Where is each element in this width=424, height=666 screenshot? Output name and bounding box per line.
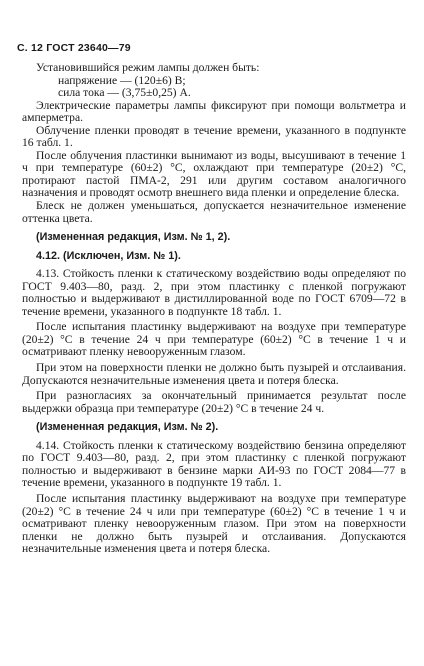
paragraph-irradiation: Облучение пленки проводят в течение времени, указанного в подпункте 16 табл. 1. bbox=[22, 123, 406, 150]
paragraph-disagreement: При разногласиях за окончательный принимается результат после выдержки образца при температуре (20±2) °С в течение 24 ч. bbox=[22, 389, 406, 415]
paragraph-current: сила тока — (3,75±0,25) А. bbox=[58, 86, 191, 100]
paragraph-clause-4-14: 4.14. Стойкость пленки к статическому воздействию бензина определяют по ГОСТ 9.403—80, разд. 2, при этом пластинку с пленкой погружают полностью и выдерживают в бензине марки АИ-93 по ГОСТ 2084—77 в течение времени, указанного в подпункте 19 табл. 1. bbox=[22, 438, 406, 490]
paragraph-after-irradiation: После облучения пластинки вынимают из воды, высушивают в течение 1 ч при температуре (60±2) °С, охлаждают при температуре (20±2) °С, протирают пастой ПМА-2, 291 или другим составом аналогичного назначения и проводят осмотр внешнего вида пленки и определение блеска. bbox=[22, 148, 406, 200]
paragraph-voltage: напряжение — (120±6) В; bbox=[58, 73, 186, 87]
paragraph-gloss: Блеск не должен уменьшаться, допускается незначительное изменение оттенка цвета. bbox=[22, 199, 406, 225]
paragraph-lamp-mode: Установившийся режим лампы должен быть: bbox=[36, 61, 260, 74]
paragraph-after-test-petrol: После испытания пластинку выдерживают на воздухе при температуре (20±2) °С в течение 24 ч или при температуре (60±2) °С в течение 1 ч и осматривают пленку невооруженным глазом. При этом на поверхности пленки не должно быть пузырей и отслаивания. Допускаются незначительные изменения цвета и потеря блеска. bbox=[22, 491, 406, 556]
paragraph-after-test-water: После испытания пластинку выдерживают на воздухе при температуре (20±2) °С в течение 24 ч при температуре (60±2) °С в течение 1 ч и осматривают пленку невооруженным глазом. bbox=[22, 320, 406, 359]
paragraph-revision-2: (Измененная редакция, Изм. № 2). bbox=[36, 421, 219, 434]
paragraph-electrical-params: Электрические параметры лампы фиксируют при помощи вольтметра и амперметра. bbox=[22, 98, 406, 125]
paragraph-clause-4-13: 4.13. Стойкость пленки к статическому воздействию воды определяют по ГОСТ 9.403—80, разд. 2, при этом пластинку с пленкой погружают полностью и выдерживают в дистиллированной воде по ГОСТ 6709—72 в течение времени, указанного в подпункте 18 табл. 1. bbox=[22, 267, 406, 318]
paragraph-surface-water: При этом на поверхности пленки не должно быть пузырей и отслаивания. Допускаются незначительные изменения цвета и потеря блеска. bbox=[22, 361, 406, 387]
page-header: С. 12 ГОСТ 23640—79 bbox=[17, 42, 131, 54]
paragraph-revision-1: (Измененная редакция, Изм. № 1, 2). bbox=[36, 231, 231, 244]
paragraph-clause-4-12: 4.12. (Исключен, Изм. № 1). bbox=[36, 249, 181, 262]
document-body bbox=[22, 62, 406, 556]
